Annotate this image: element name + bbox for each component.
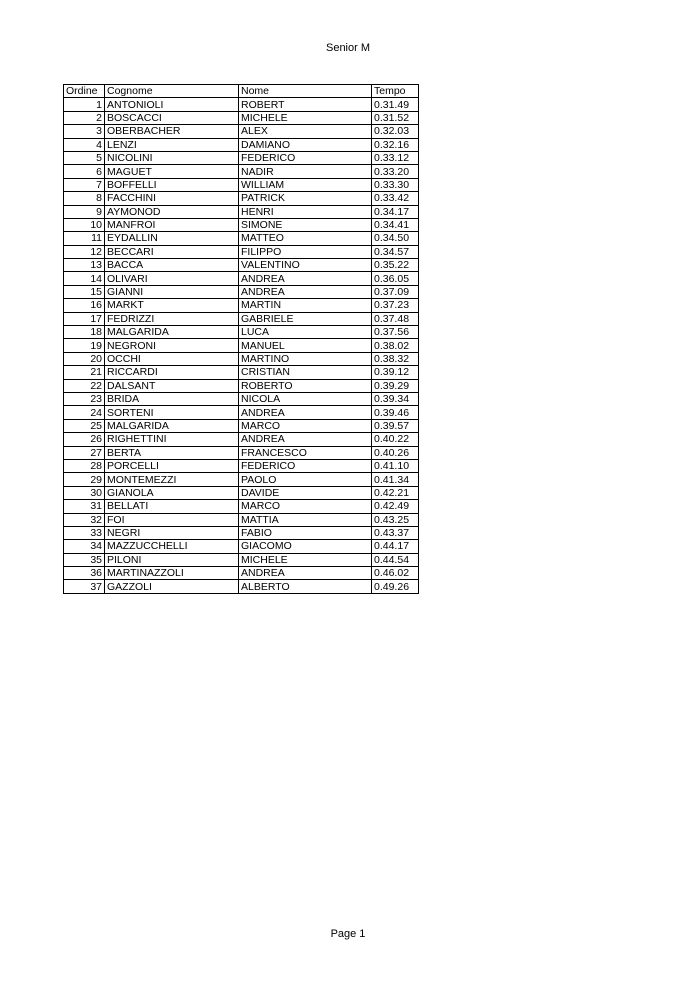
table-row: [64, 299, 419, 312]
cell-ordine: 25: [64, 419, 105, 432]
table-row: [64, 339, 419, 352]
cell-tempo: 0.43.37: [372, 526, 419, 539]
cell-tempo: 0.34.50: [372, 232, 419, 245]
cell-nome: VALENTINO: [239, 259, 372, 272]
cell-nome: MARTINO: [239, 352, 372, 365]
cell-tempo: 0.42.21: [372, 486, 419, 499]
cell-tempo: 0.36.05: [372, 272, 419, 285]
cell-tempo: 0.31.52: [372, 111, 419, 124]
table-row: [64, 192, 419, 205]
cell-ordine: 18: [64, 326, 105, 339]
table-row: [64, 567, 419, 580]
cell-cognome: BOSCACCI: [105, 111, 239, 124]
cell-nome: FRANCESCO: [239, 446, 372, 459]
cell-tempo: 0.33.42: [372, 192, 419, 205]
cell-cognome: FEDRIZZI: [105, 312, 239, 325]
cell-cognome: OBERBACHER: [105, 125, 239, 138]
cell-nome: SIMONE: [239, 218, 372, 231]
cell-nome: ANDREA: [239, 272, 372, 285]
cell-nome: FABIO: [239, 526, 372, 539]
header-nome: Nome: [239, 85, 372, 98]
cell-nome: GIACOMO: [239, 540, 372, 553]
cell-ordine: 7: [64, 178, 105, 191]
table-row: [64, 392, 419, 405]
cell-tempo: 0.33.30: [372, 178, 419, 191]
cell-ordine: 15: [64, 285, 105, 298]
cell-cognome: BRIDA: [105, 392, 239, 405]
cell-cognome: NEGRONI: [105, 339, 239, 352]
cell-tempo: 0.34.57: [372, 245, 419, 258]
cell-tempo: 0.41.10: [372, 459, 419, 472]
cell-ordine: 10: [64, 218, 105, 231]
cell-ordine: 27: [64, 446, 105, 459]
cell-tempo: 0.40.22: [372, 433, 419, 446]
cell-ordine: 4: [64, 138, 105, 151]
cell-cognome: SORTENI: [105, 406, 239, 419]
cell-nome: MARTIN: [239, 299, 372, 312]
table-row: [64, 526, 419, 539]
table-row: [64, 165, 419, 178]
cell-nome: ROBERTO: [239, 379, 372, 392]
table-row: [64, 540, 419, 553]
table-row: [64, 352, 419, 365]
cell-cognome: MAZZUCCHELLI: [105, 540, 239, 553]
cell-nome: MICHELE: [239, 111, 372, 124]
cell-nome: MATTIA: [239, 513, 372, 526]
cell-cognome: GIANNI: [105, 285, 239, 298]
cell-cognome: NICOLINI: [105, 151, 239, 164]
cell-tempo: 0.41.34: [372, 473, 419, 486]
table-row: [64, 151, 419, 164]
cell-nome: ANDREA: [239, 406, 372, 419]
cell-cognome: RIGHETTINI: [105, 433, 239, 446]
cell-tempo: 0.44.54: [372, 553, 419, 566]
cell-cognome: DALSANT: [105, 379, 239, 392]
cell-cognome: MALGARIDA: [105, 326, 239, 339]
cell-tempo: 0.31.49: [372, 98, 419, 111]
table-row: [64, 366, 419, 379]
cell-tempo: 0.37.48: [372, 312, 419, 325]
table-row: [64, 580, 419, 593]
cell-cognome: MARKT: [105, 299, 239, 312]
cell-tempo: 0.33.12: [372, 151, 419, 164]
cell-tempo: 0.39.12: [372, 366, 419, 379]
table-row: [64, 379, 419, 392]
cell-nome: ANDREA: [239, 433, 372, 446]
table-row: [64, 553, 419, 566]
cell-ordine: 16: [64, 299, 105, 312]
cell-tempo: 0.32.03: [372, 125, 419, 138]
cell-nome: DAVIDE: [239, 486, 372, 499]
cell-cognome: BERTA: [105, 446, 239, 459]
cell-cognome: BELLATI: [105, 500, 239, 513]
table-row: [64, 419, 419, 432]
cell-ordine: 2: [64, 111, 105, 124]
cell-ordine: 23: [64, 392, 105, 405]
page-title: Senior M: [325, 42, 371, 54]
cell-nome: MANUEL: [239, 339, 372, 352]
cell-cognome: PORCELLI: [105, 459, 239, 472]
cell-tempo: 0.33.20: [372, 165, 419, 178]
cell-ordine: 9: [64, 205, 105, 218]
cell-ordine: 12: [64, 245, 105, 258]
cell-nome: ANDREA: [239, 567, 372, 580]
cell-cognome: MONTEMEZZI: [105, 473, 239, 486]
table-row: [64, 259, 419, 272]
table-row: [64, 326, 419, 339]
cell-nome: ALBERTO: [239, 580, 372, 593]
table-header-row: [64, 85, 419, 98]
cell-cognome: GIANOLA: [105, 486, 239, 499]
table-row: [64, 138, 419, 151]
cell-tempo: 0.38.32: [372, 352, 419, 365]
table-row: [64, 98, 419, 111]
cell-tempo: 0.42.49: [372, 500, 419, 513]
cell-cognome: OLIVARI: [105, 272, 239, 285]
cell-nome: MARCO: [239, 419, 372, 432]
cell-nome: NICOLA: [239, 392, 372, 405]
table-row: [64, 245, 419, 258]
cell-nome: ANDREA: [239, 285, 372, 298]
header-ordine: Ordine: [64, 85, 105, 98]
cell-cognome: FOI: [105, 513, 239, 526]
table-row: [64, 205, 419, 218]
cell-tempo: 0.37.56: [372, 326, 419, 339]
cell-nome: PATRICK: [239, 192, 372, 205]
cell-tempo: 0.40.26: [372, 446, 419, 459]
table-row: [64, 285, 419, 298]
cell-tempo: 0.34.17: [372, 205, 419, 218]
cell-ordine: 14: [64, 272, 105, 285]
cell-nome: MICHELE: [239, 553, 372, 566]
cell-cognome: MARTINAZZOLI: [105, 567, 239, 580]
cell-nome: ALEX: [239, 125, 372, 138]
table-row: [64, 486, 419, 499]
table-row: [64, 272, 419, 285]
cell-cognome: AYMONOD: [105, 205, 239, 218]
cell-cognome: BECCARI: [105, 245, 239, 258]
cell-nome: MARCO: [239, 500, 372, 513]
cell-cognome: MAGUET: [105, 165, 239, 178]
cell-cognome: RICCARDI: [105, 366, 239, 379]
cell-tempo: 0.39.46: [372, 406, 419, 419]
cell-cognome: BACCA: [105, 259, 239, 272]
table-row: [64, 111, 419, 124]
cell-cognome: EYDALLIN: [105, 232, 239, 245]
table-row: [64, 406, 419, 419]
table-row: [64, 125, 419, 138]
cell-cognome: OCCHI: [105, 352, 239, 365]
table-row: [64, 178, 419, 191]
cell-nome: LUCA: [239, 326, 372, 339]
cell-nome: MATTEO: [239, 232, 372, 245]
table-row: [64, 232, 419, 245]
cell-ordine: 24: [64, 406, 105, 419]
cell-ordine: 31: [64, 500, 105, 513]
cell-ordine: 36: [64, 567, 105, 580]
table-row: [64, 312, 419, 325]
cell-tempo: 0.43.25: [372, 513, 419, 526]
cell-tempo: 0.38.02: [372, 339, 419, 352]
cell-cognome: NEGRI: [105, 526, 239, 539]
cell-nome: WILLIAM: [239, 178, 372, 191]
cell-ordine: 32: [64, 513, 105, 526]
header-tempo: Tempo: [372, 85, 419, 98]
cell-ordine: 26: [64, 433, 105, 446]
cell-ordine: 34: [64, 540, 105, 553]
results-body: [64, 98, 419, 593]
cell-tempo: 0.39.29: [372, 379, 419, 392]
cell-ordine: 6: [64, 165, 105, 178]
cell-ordine: 35: [64, 553, 105, 566]
cell-ordine: 22: [64, 379, 105, 392]
table-row: [64, 500, 419, 513]
cell-nome: FILIPPO: [239, 245, 372, 258]
cell-cognome: FACCHINI: [105, 192, 239, 205]
cell-nome: PAOLO: [239, 473, 372, 486]
cell-ordine: 19: [64, 339, 105, 352]
header-cognome: Cognome: [105, 85, 239, 98]
cell-tempo: 0.49.26: [372, 580, 419, 593]
cell-ordine: 37: [64, 580, 105, 593]
results-table: [63, 84, 419, 594]
cell-tempo: 0.37.23: [372, 299, 419, 312]
cell-tempo: 0.35.22: [372, 259, 419, 272]
cell-tempo: 0.39.57: [372, 419, 419, 432]
cell-nome: ROBERT: [239, 98, 372, 111]
cell-nome: HENRI: [239, 205, 372, 218]
cell-cognome: MANFROI: [105, 218, 239, 231]
cell-nome: FEDERICO: [239, 459, 372, 472]
cell-tempo: 0.37.09: [372, 285, 419, 298]
table-row: [64, 446, 419, 459]
table-row: [64, 459, 419, 472]
cell-cognome: BOFFELLI: [105, 178, 239, 191]
table-row: [64, 473, 419, 486]
cell-tempo: 0.34.41: [372, 218, 419, 231]
cell-tempo: 0.44.17: [372, 540, 419, 553]
cell-ordine: 21: [64, 366, 105, 379]
cell-nome: CRISTIAN: [239, 366, 372, 379]
cell-nome: FEDERICO: [239, 151, 372, 164]
cell-ordine: 29: [64, 473, 105, 486]
cell-ordine: 30: [64, 486, 105, 499]
table-row: [64, 433, 419, 446]
cell-tempo: 0.32.16: [372, 138, 419, 151]
cell-ordine: 28: [64, 459, 105, 472]
cell-cognome: MALGARIDA: [105, 419, 239, 432]
cell-ordine: 3: [64, 125, 105, 138]
cell-ordine: 11: [64, 232, 105, 245]
cell-cognome: LENZI: [105, 138, 239, 151]
cell-nome: DAMIANO: [239, 138, 372, 151]
cell-cognome: ANTONIOLI: [105, 98, 239, 111]
cell-nome: NADIR: [239, 165, 372, 178]
cell-ordine: 1: [64, 98, 105, 111]
table-row: [64, 218, 419, 231]
cell-tempo: 0.39.34: [372, 392, 419, 405]
cell-ordine: 8: [64, 192, 105, 205]
table-row: [64, 513, 419, 526]
cell-ordine: 5: [64, 151, 105, 164]
cell-ordine: 33: [64, 526, 105, 539]
cell-ordine: 13: [64, 259, 105, 272]
cell-tempo: 0.46.02: [372, 567, 419, 580]
cell-nome: GABRIELE: [239, 312, 372, 325]
cell-ordine: 17: [64, 312, 105, 325]
cell-cognome: PILONI: [105, 553, 239, 566]
page-footer: Page 1: [330, 928, 366, 940]
cell-ordine: 20: [64, 352, 105, 365]
cell-cognome: GAZZOLI: [105, 580, 239, 593]
